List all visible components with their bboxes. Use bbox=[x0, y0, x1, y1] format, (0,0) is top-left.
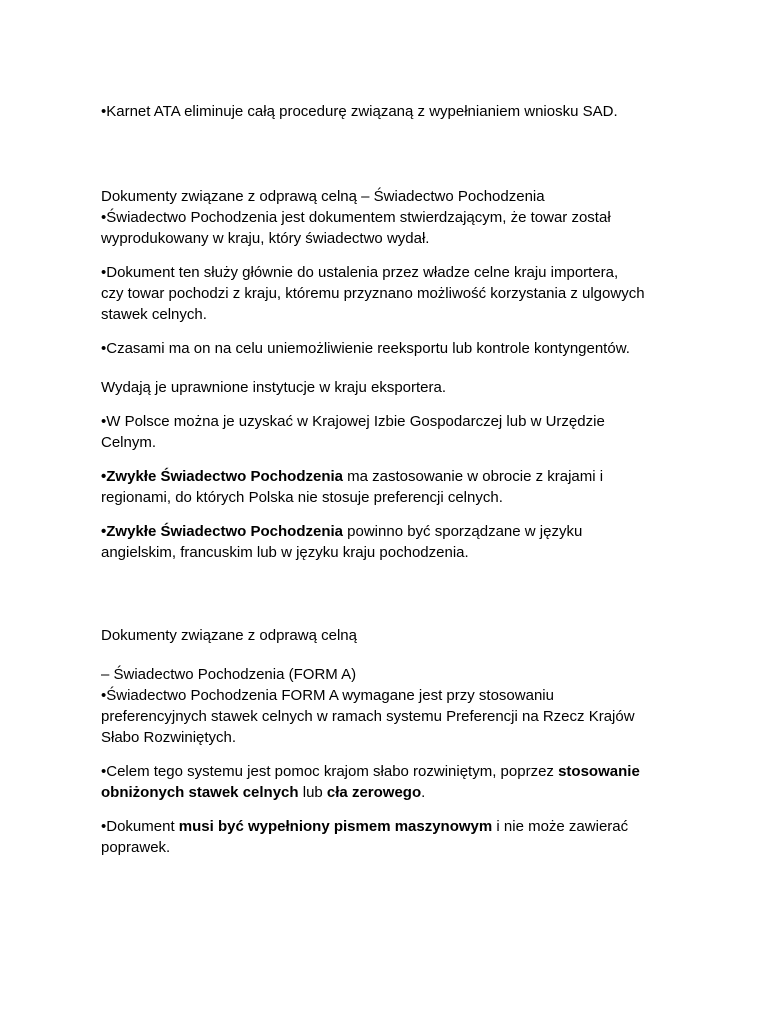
bold-term: Zwykłe Świadectwo Pochodzenia bbox=[106, 523, 343, 540]
text-run: •Dokument bbox=[101, 818, 179, 835]
text-line: •Czasami ma on na celu uniemożliwienie reeksportu lub kontrole kontyngentów. bbox=[101, 340, 630, 357]
text-line: •Świadectwo Pochodzenia jest dokumentem stwierdzającym, że towar został bbox=[101, 209, 611, 226]
bold-term: cła zerowego bbox=[326, 784, 422, 801]
text-line bbox=[101, 782, 425, 803]
text-line: preferencyjnych stawek celnych w ramach systemu Preferencji na Rzecz Krajów bbox=[101, 708, 635, 725]
text-line: poprawek. bbox=[101, 839, 171, 856]
text-line: •Dokument ten służy głównie do ustalenia przez władze celne kraju importera, bbox=[101, 264, 619, 281]
bold-term: Zwykłe Świadectwo Pochodzenia bbox=[106, 468, 343, 485]
text-run: ma zastosowanie w obrocie z krajami i bbox=[343, 468, 604, 485]
text-run: powinno być sporządzane w języku bbox=[343, 523, 583, 540]
text-run: lub bbox=[298, 784, 327, 801]
text-run: . bbox=[421, 784, 426, 801]
text-run: •Celem tego systemu jest pomoc krajom słabo rozwiniętym, poprzez bbox=[101, 763, 559, 780]
paragraph-karnet-ata bbox=[101, 101, 618, 122]
bullet: • bbox=[101, 468, 107, 485]
text-line bbox=[101, 521, 582, 542]
text-line: regionami, do których Polska nie stosuje preferencji celnych. bbox=[101, 489, 503, 506]
text-line: •W Polsce można je uzyskać w Krajowej Izbie Gospodarczej lub w Urzędzie bbox=[101, 413, 605, 430]
bullet: • bbox=[101, 523, 107, 540]
text-line: wyprodukowany w kraju, który świadectwo wydał. bbox=[101, 230, 430, 247]
section-subheading: – Świadectwo Pochodzenia (FORM A) bbox=[101, 666, 357, 683]
text-line: Słabo Rozwiniętych. bbox=[101, 729, 237, 746]
text-run: i nie może zawierać bbox=[492, 818, 629, 835]
section-heading: Dokumenty związane z odprawą celną – Świadectwo Pochodzenia bbox=[101, 188, 545, 205]
text-line bbox=[101, 466, 603, 487]
bold-term: musi być wypełniony pismem maszynowym bbox=[178, 818, 493, 835]
text-line: czy towar pochodzi z kraju, któremu przyznano możliwość korzystania z ulgowych bbox=[101, 285, 645, 302]
text-line: •Karnet ATA eliminuje całą procedurę związaną z wypełnianiem wniosku SAD. bbox=[101, 103, 618, 120]
text-line: Wydają je uprawnione instytucje w kraju eksportera. bbox=[101, 379, 447, 396]
text-line bbox=[101, 761, 640, 782]
bold-term: obniżonych stawek celnych bbox=[101, 784, 299, 801]
paragraph-reeksport bbox=[101, 338, 630, 359]
text-line: •Świadectwo Pochodzenia FORM A wymagane jest przy stosowaniu bbox=[101, 687, 554, 704]
text-line: Celnym. bbox=[101, 434, 157, 451]
text-line: stawek celnych. bbox=[101, 306, 207, 323]
bold-term: stosowanie bbox=[558, 763, 640, 780]
text-line: angielskim, francuskim lub w języku kraju pochodzenia. bbox=[101, 544, 469, 561]
text-line bbox=[101, 816, 628, 837]
paragraph-instytucje bbox=[101, 377, 446, 398]
section-heading: Dokumenty związane z odprawą celną bbox=[101, 627, 357, 644]
